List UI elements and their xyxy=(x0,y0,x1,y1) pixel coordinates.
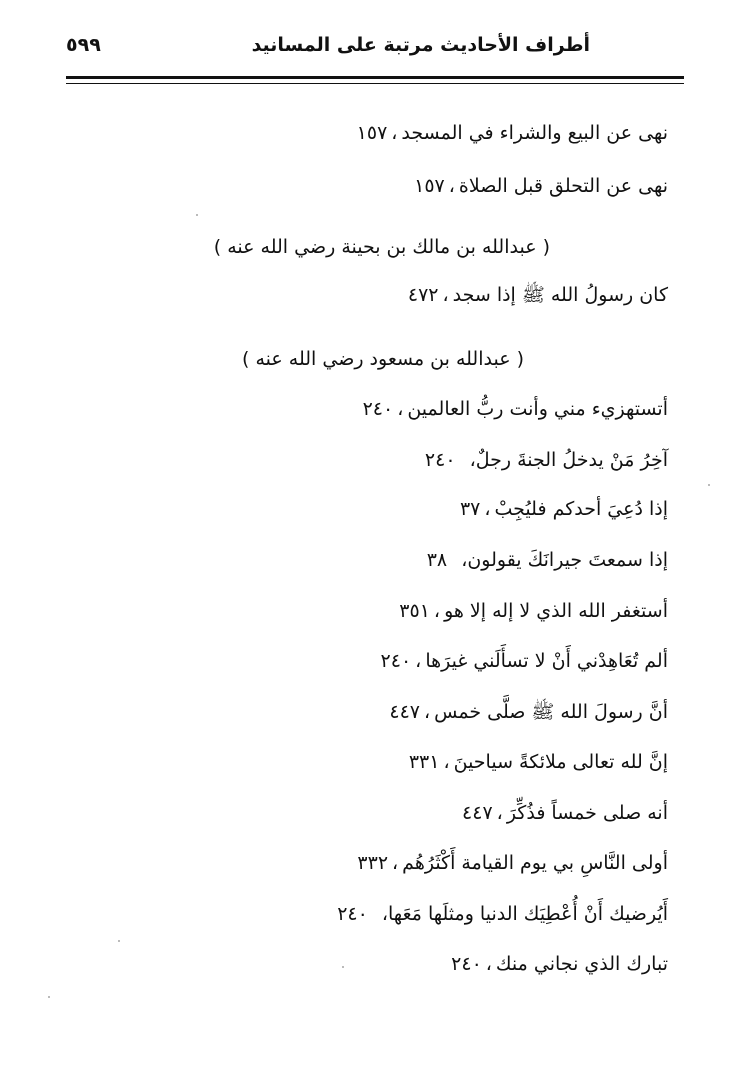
page-reference: ١٥٧ xyxy=(414,175,445,197)
hadith-entry: أنَّ رسولَ الله ﷺ صلَّى خمس،٤٤٧ xyxy=(389,701,668,723)
page-reference: ٤٧٢ xyxy=(407,284,439,306)
page-reference: ٢٤٠ xyxy=(337,903,368,925)
hadith-text: إذا دُعِيَ أحدكم فليُجِبْ xyxy=(494,498,668,520)
hadith-entry: أنه صلى خمساً فذُكِّرَ،٤٤٧ xyxy=(462,802,668,824)
scan-speck xyxy=(342,966,344,968)
hadith-entry xyxy=(427,551,668,570)
page-reference: ٢٤٠ xyxy=(451,953,482,975)
hadith-text: كان رسولُ الله ﷺ إذا سجد xyxy=(452,284,668,306)
running-header-title: أطراف الأحاديث مرتبة على المسانيد xyxy=(251,34,590,56)
hadith-text: أولى النَّاسِ بي يوم القيامة أَكْثَرُهُم xyxy=(402,852,668,874)
hadith-text: نهى عن البيع والشراء في المسجد xyxy=(401,122,668,144)
page-reference: ٣٥١ xyxy=(399,600,430,622)
hadith-text: آخِرُ مَنْ يدخلُ الجنةَ رجلٌ، xyxy=(469,449,668,471)
hadith-entry: إنَّ لله تعالى ملائكةً سياحينَ،٣٣١ xyxy=(408,751,668,773)
hadith-text: أَيُرضيك أَنْ أُعْطِيَك الدنيا ومثلَها مَعَها، xyxy=(381,903,668,925)
hadith-entry: نهى عن التحلق قبل الصلاة،١٥٧ xyxy=(414,175,668,197)
hadith-entry: تبارك الذي نجاني منك،٢٤٠ xyxy=(451,953,668,975)
page-reference: ٣٧ xyxy=(459,498,481,520)
hadith-entry: ألم تُعَاهِدْني أَنْ لا تسأَلَني غيرَها،٢٤٠ xyxy=(380,650,668,672)
hadith-text: أتستهزيء مني وأنت ربُّ العالمين xyxy=(407,398,668,420)
hadith-text: إذا سمعتَ جيرانَكَ يقولون، xyxy=(461,549,668,571)
hadith-text: إنَّ لله تعالى ملائكةً سياحينَ xyxy=(453,751,668,773)
page-reference: ٢٤٠ xyxy=(362,398,394,420)
section-heading: ( عبدالله بن مسعود رضي الله عنه ) xyxy=(242,348,524,370)
hadith-entry: كان رسولُ الله ﷺ إذا سجد،٤٧٢ xyxy=(407,284,668,306)
hadith-entry: إذا دُعِيَ أحدكم فليُجِبْ،٣٧ xyxy=(459,498,668,520)
page-reference: ٤٤٧ xyxy=(389,701,420,723)
page-reference: ١٥٧ xyxy=(356,122,388,144)
page-reference: ٣٨ xyxy=(426,549,448,571)
page-reference: ٢٤٠ xyxy=(380,650,412,672)
hadith-text: أستغفر الله الذي لا إله إلا هو xyxy=(444,600,668,622)
page-reference: ٤٤٧ xyxy=(462,802,493,824)
page-number: ٥٩٩ xyxy=(66,34,101,56)
hadith-text: تبارك الذي نجاني منك xyxy=(495,953,668,975)
hadith-entry xyxy=(425,451,668,470)
hadith-entry: نهى عن البيع والشراء في المسجد،١٥٧ xyxy=(356,122,668,144)
hadith-entry xyxy=(337,905,668,924)
hadith-text: ألم تُعَاهِدْني أَنْ لا تسأَلَني غيرَها xyxy=(425,650,668,672)
scan-speck xyxy=(48,996,50,998)
header-rule-thick xyxy=(66,76,684,79)
hadith-text: أنه صلى خمساً فذُكِّرَ xyxy=(506,802,668,824)
header-rule-thin xyxy=(66,83,684,84)
page-reference: ٢٤٠ xyxy=(424,449,456,471)
hadith-text: أنَّ رسولَ الله ﷺ صلَّى خمس xyxy=(434,701,668,723)
page-reference: ٣٣١ xyxy=(408,751,440,773)
hadith-text: نهى عن التحلق قبل الصلاة xyxy=(458,175,668,197)
section-heading: ( عبدالله بن مالك بن بحينة رضي الله عنه ) xyxy=(213,236,550,258)
scan-speck xyxy=(196,214,198,216)
scan-speck xyxy=(118,940,120,942)
scan-speck xyxy=(708,484,710,486)
hadith-entry: أتستهزيء مني وأنت ربُّ العالمين،٢٤٠ xyxy=(362,398,668,420)
hadith-entry: أستغفر الله الذي لا إله إلا هو،٣٥١ xyxy=(399,600,668,622)
hadith-entry: أولى النَّاسِ بي يوم القيامة أَكْثَرُهُم،٣٣٢ xyxy=(357,852,668,874)
page-reference: ٣٣٢ xyxy=(357,852,389,874)
